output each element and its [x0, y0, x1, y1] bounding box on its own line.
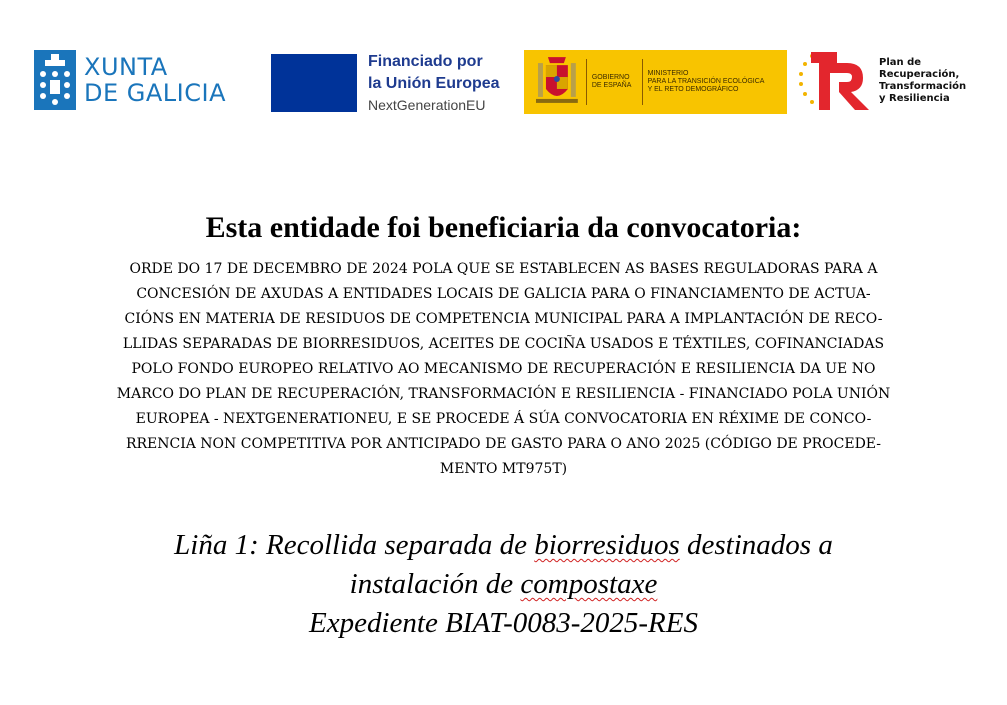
gobierno-label: GOBIERNO DE ESPAÑA	[591, 74, 632, 89]
order-line: CONCESIÓN DE AXUDAS A ENTIDADES LOCAIS DE GALICIA PARA O FINANCIAMENTO DE ACTUA-	[136, 286, 871, 302]
line-title-row1	[0, 526, 1007, 565]
line-title-part: instalación de	[349, 568, 521, 600]
spain-coat-of-arms-icon	[534, 53, 580, 111]
order-line: RRENCIA NON COMPETITIVA POR ANTICIPADO DE GASTO PARA O ANO 2025 (CÓDIGO DE PROCEDE-	[125, 436, 882, 452]
galicia-shield-icon	[34, 50, 76, 110]
prtr-line3: Transformación	[879, 81, 967, 92]
spellcheck-word: biorresiduos	[534, 529, 680, 561]
ministerio-divider	[642, 59, 643, 105]
funding-line-block	[0, 526, 1007, 643]
line-title-part: destinados a	[679, 529, 833, 561]
gobierno-de-espana-logo	[524, 50, 787, 114]
line-title-part: Liña 1: Recollida separada de	[174, 529, 535, 561]
order-line: ORDE DO 17 DE DECEMBRO DE 2024 POLA QUE SE ESTABLECEN AS BASES REGULADORAS PARA A	[129, 261, 878, 277]
xunta-line1: XUNTA	[84, 53, 168, 81]
order-description	[80, 257, 927, 482]
order-line: CIÓNS EN MATERIA DE RESIDUOS DE COMPETENCIA MUNICIPAL PARA A IMPLANTACIÓN DE RECO-	[124, 311, 883, 327]
prtr-mark-icon	[797, 50, 873, 112]
prtr-line4: y Resiliencia	[879, 93, 950, 104]
order-line: MENTO MT975T)	[439, 461, 568, 477]
eu-funding-logo	[271, 51, 500, 115]
eu-line1: Financiado por	[368, 53, 483, 70]
xunta-line2: DE GALICIA	[84, 79, 226, 107]
prtr-line1: Plan de	[879, 57, 922, 68]
spellcheck-word: compostaxe	[520, 568, 658, 600]
eu-line2: la Unión Europea	[368, 75, 500, 92]
expediente-number: Expediente BIAT-0083-2025-RES	[309, 607, 698, 639]
order-line: EUROPEA - NEXTGENERATIONEU, E SE PROCEDE Á SÚA CONVOCATORIA EN RÉXIME DE CONCO-	[135, 411, 872, 427]
logo-strip	[0, 0, 1007, 130]
order-line: MARCO DO PLAN DE RECUPERACIÓN, TRANSFORMACIÓN E RESILIENCIA - FINANCIADO POLA UNIÓN	[116, 386, 891, 402]
prtr-line2: Recuperación,	[879, 69, 960, 80]
gobierno-divider	[586, 59, 587, 105]
plan-recuperacion-logo	[797, 50, 966, 112]
order-line: POLO FONDO EUROPEO RELATIVO AO MECANISMO DE RECUPERACIÓN E RESILIENCIA DA UE NO	[131, 361, 876, 377]
page-title: Esta entidade foi beneficiaria da convocatoria:	[205, 211, 802, 244]
eu-line3: NextGenerationEU	[368, 97, 486, 113]
eu-flag-icon	[271, 54, 357, 112]
order-line: LLIDAS SEPARADAS DE BIORRESIDUOS, ACEITES DE COCIÑA USADOS E TÉXTILES, COFINANCIADAS	[122, 336, 885, 352]
ministerio-label: MINISTERIO PARA LA TRANSICIÓN ECOLÓGICA Y EL RETO DEMOGRÁFICO	[647, 70, 765, 93]
line-title-row2	[0, 565, 1007, 604]
xunta-de-galicia-logo	[34, 50, 226, 110]
